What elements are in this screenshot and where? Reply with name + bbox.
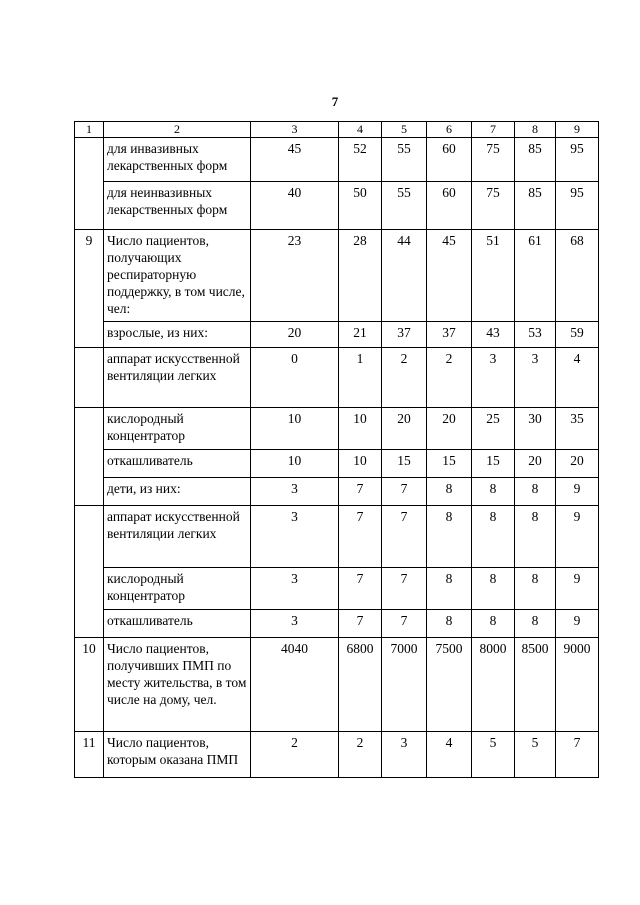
table-row [75, 348, 599, 408]
row-label-cell: для инвазивных лекарственных форм [104, 138, 251, 182]
value-cell: 8 [427, 506, 472, 568]
row-label-cell: Число пациентов, получающих респираторную поддержку, в том числе, чел: [104, 230, 251, 322]
value-cell: 95 [556, 138, 599, 182]
value-cell: 43 [472, 322, 515, 348]
value-cell: 10 [339, 408, 382, 450]
row-number-cell [75, 506, 104, 568]
value-cell: 7000 [382, 638, 427, 732]
value-cell: 10 [251, 408, 339, 450]
table-row [75, 230, 599, 322]
value-cell: 20 [382, 408, 427, 450]
row-label-cell: Число пациентов, которым оказана ПМП [104, 732, 251, 778]
value-cell: 5 [515, 732, 556, 778]
column-header: 2 [104, 122, 251, 138]
column-header: 6 [427, 122, 472, 138]
table-row [75, 322, 599, 348]
value-cell: 8000 [472, 638, 515, 732]
value-cell: 75 [472, 138, 515, 182]
value-cell: 20 [556, 450, 599, 478]
value-cell: 4040 [251, 638, 339, 732]
row-label-cell: кислородный концентратор [104, 568, 251, 610]
row-number-cell [75, 568, 104, 610]
value-cell: 15 [472, 450, 515, 478]
column-header: 5 [382, 122, 427, 138]
value-cell: 1 [339, 348, 382, 408]
value-cell: 7 [382, 568, 427, 610]
value-cell: 8 [427, 568, 472, 610]
value-cell: 85 [515, 182, 556, 230]
value-cell: 21 [339, 322, 382, 348]
value-cell: 2 [382, 348, 427, 408]
value-cell: 5 [472, 732, 515, 778]
value-cell: 25 [472, 408, 515, 450]
value-cell: 3 [382, 732, 427, 778]
table-header-row [75, 122, 599, 138]
value-cell: 9 [556, 610, 599, 638]
value-cell: 3 [251, 568, 339, 610]
table-row [75, 182, 599, 230]
value-cell: 9000 [556, 638, 599, 732]
value-cell: 35 [556, 408, 599, 450]
table-row [75, 478, 599, 506]
value-cell: 8 [515, 478, 556, 506]
value-cell: 8 [427, 610, 472, 638]
table-body [75, 138, 599, 778]
value-cell: 7 [339, 478, 382, 506]
value-cell: 20 [515, 450, 556, 478]
value-cell: 7 [339, 568, 382, 610]
value-cell: 8 [515, 568, 556, 610]
value-cell: 55 [382, 182, 427, 230]
row-label-cell: дети, из них: [104, 478, 251, 506]
value-cell: 15 [382, 450, 427, 478]
value-cell: 45 [427, 230, 472, 322]
value-cell: 37 [427, 322, 472, 348]
table-row [75, 568, 599, 610]
column-header: 4 [339, 122, 382, 138]
row-number-cell: 10 [75, 638, 104, 732]
value-cell: 8 [515, 610, 556, 638]
value-cell: 3 [251, 610, 339, 638]
row-number-cell [75, 450, 104, 478]
column-header: 7 [472, 122, 515, 138]
table-row [75, 408, 599, 450]
row-number-cell [75, 182, 104, 230]
table-row [75, 610, 599, 638]
row-number-cell [75, 408, 104, 450]
value-cell: 8 [472, 568, 515, 610]
row-number-cell [75, 348, 104, 408]
value-cell: 75 [472, 182, 515, 230]
row-label-cell: аппарат искусственной вентиляции легких [104, 506, 251, 568]
value-cell: 85 [515, 138, 556, 182]
value-cell: 10 [339, 450, 382, 478]
row-label-cell: аппарат искусственной вентиляции легких [104, 348, 251, 408]
value-cell: 7 [556, 732, 599, 778]
value-cell: 9 [556, 506, 599, 568]
value-cell: 7 [339, 506, 382, 568]
value-cell: 30 [515, 408, 556, 450]
value-cell: 8 [472, 610, 515, 638]
value-cell: 8 [472, 478, 515, 506]
row-label-cell: откашливатель [104, 450, 251, 478]
value-cell: 55 [382, 138, 427, 182]
table-row [75, 450, 599, 478]
value-cell: 6800 [339, 638, 382, 732]
row-number-cell: 9 [75, 230, 104, 322]
row-label-cell: взрослые, из них: [104, 322, 251, 348]
value-cell: 3 [472, 348, 515, 408]
row-label-cell: кислородный концентратор [104, 408, 251, 450]
value-cell: 7500 [427, 638, 472, 732]
row-number-cell [75, 610, 104, 638]
value-cell: 51 [472, 230, 515, 322]
column-header: 9 [556, 122, 599, 138]
value-cell: 44 [382, 230, 427, 322]
column-header: 1 [75, 122, 104, 138]
row-label-cell: для неинвазивных лекарственных форм [104, 182, 251, 230]
value-cell: 20 [251, 322, 339, 348]
value-cell: 0 [251, 348, 339, 408]
table-row [75, 138, 599, 182]
data-table [74, 121, 599, 778]
page-number: 7 [331, 94, 339, 109]
row-label-cell: Число пациентов, получивших ПМП по месту жительства, в том числе на дому, чел. [104, 638, 251, 732]
row-number-cell [75, 322, 104, 348]
value-cell: 9 [556, 568, 599, 610]
value-cell: 61 [515, 230, 556, 322]
value-cell: 15 [427, 450, 472, 478]
value-cell: 52 [339, 138, 382, 182]
value-cell: 7 [382, 610, 427, 638]
value-cell: 50 [339, 182, 382, 230]
value-cell: 3 [515, 348, 556, 408]
table-row [75, 638, 599, 732]
value-cell: 59 [556, 322, 599, 348]
value-cell: 7 [339, 610, 382, 638]
value-cell: 8500 [515, 638, 556, 732]
value-cell: 28 [339, 230, 382, 322]
row-number-cell [75, 478, 104, 506]
value-cell: 53 [515, 322, 556, 348]
value-cell: 4 [427, 732, 472, 778]
value-cell: 60 [427, 182, 472, 230]
table-row [75, 732, 599, 778]
table-row [75, 506, 599, 568]
value-cell: 10 [251, 450, 339, 478]
value-cell: 3 [251, 478, 339, 506]
value-cell: 20 [427, 408, 472, 450]
value-cell: 2 [251, 732, 339, 778]
value-cell: 8 [427, 478, 472, 506]
value-cell: 7 [382, 478, 427, 506]
value-cell: 45 [251, 138, 339, 182]
row-number-cell [75, 138, 104, 182]
value-cell: 8 [515, 506, 556, 568]
value-cell: 68 [556, 230, 599, 322]
value-cell: 4 [556, 348, 599, 408]
row-number-cell: 11 [75, 732, 104, 778]
value-cell: 9 [556, 478, 599, 506]
value-cell: 3 [251, 506, 339, 568]
column-header: 3 [251, 122, 339, 138]
column-header: 8 [515, 122, 556, 138]
value-cell: 60 [427, 138, 472, 182]
value-cell: 40 [251, 182, 339, 230]
value-cell: 2 [339, 732, 382, 778]
value-cell: 7 [382, 506, 427, 568]
value-cell: 8 [472, 506, 515, 568]
value-cell: 23 [251, 230, 339, 322]
row-label-cell: откашливатель [104, 610, 251, 638]
value-cell: 2 [427, 348, 472, 408]
value-cell: 37 [382, 322, 427, 348]
value-cell: 95 [556, 182, 599, 230]
